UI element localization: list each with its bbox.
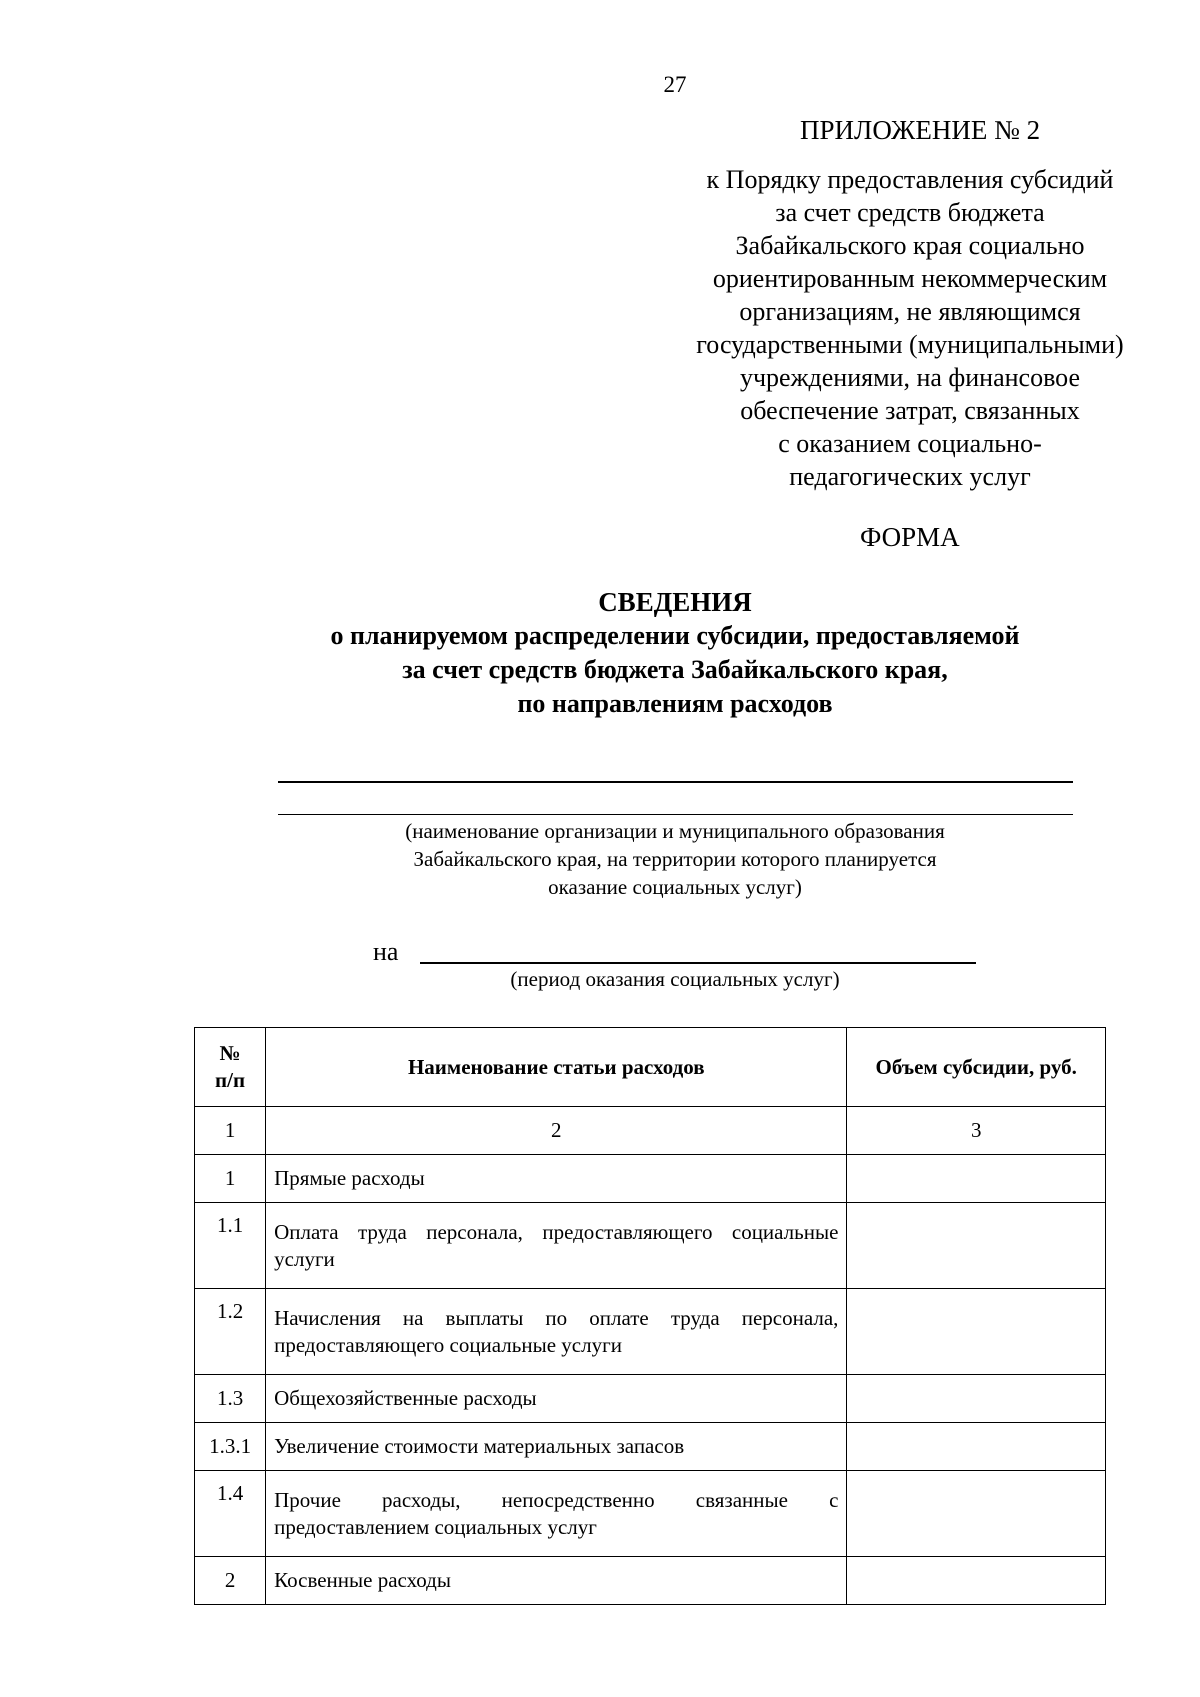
appendix-reference-line: государственными (муниципальными) (696, 330, 1124, 359)
header-num-line: п/п (215, 1068, 246, 1092)
row-name: Прочие расходы, непосредственно связанные с предоставлением социальных услуг (266, 1471, 847, 1557)
document-title (0, 585, 1200, 721)
column-index: 3 (847, 1107, 1106, 1155)
row-num: 1.3.1 (195, 1423, 266, 1471)
row-name: Прямые расходы (266, 1155, 847, 1203)
row-amount-cell[interactable] (847, 1289, 1106, 1375)
header-name: Наименование статьи расходов (266, 1028, 847, 1107)
appendix-reference-line: ориентированным некоммерческим (712, 264, 1108, 293)
row-name: Общехозяйственные расходы (266, 1375, 847, 1423)
table-header-row (195, 1028, 1106, 1107)
appendix-reference-line: организациям, не являющимся (739, 297, 1081, 326)
organization-fill-line-2[interactable] (278, 814, 1073, 815)
row-num: 2 (195, 1557, 266, 1605)
header-num (195, 1028, 266, 1107)
organization-caption-line: (наименование организации и муниципального образования (405, 819, 945, 843)
appendix-reference-line: с оказанием социально- (778, 429, 1042, 458)
appendix-reference-line: обеспечение затрат, связанных (740, 396, 1080, 425)
header-num-line: № (219, 1041, 241, 1065)
row-num: 1.1 (195, 1203, 266, 1289)
document-title-line: о планируемом распределении субсидии, предоставляемой (330, 621, 1020, 650)
appendix-reference-line: за счет средств бюджета (775, 198, 1045, 227)
column-index-row (195, 1107, 1106, 1155)
organization-fill-line[interactable] (278, 781, 1073, 783)
appendix-reference-line: к Порядку предоставления субсидий (706, 165, 1114, 194)
appendix-reference-line: Забайкальского края социально (735, 231, 1085, 260)
table-row (195, 1557, 1106, 1605)
column-index: 1 (195, 1107, 266, 1155)
organization-caption-line: оказание социальных услуг) (548, 875, 802, 899)
period-caption: (период оказания социальных услуг) (510, 967, 840, 991)
appendix-title: ПРИЛОЖЕНИЕ № 2 (800, 115, 1041, 145)
organization-caption (0, 817, 1200, 901)
table-row (195, 1289, 1106, 1375)
table-row (195, 1155, 1106, 1203)
table-row (195, 1375, 1106, 1423)
row-amount-cell[interactable] (847, 1423, 1106, 1471)
document-title-line: за счет средств бюджета Забайкальского края, (402, 655, 948, 684)
appendix-reference (650, 163, 1170, 493)
row-amount-cell[interactable] (847, 1471, 1106, 1557)
document-title-line: по направлениям расходов (517, 689, 833, 718)
row-amount-cell[interactable] (847, 1557, 1106, 1605)
column-index: 2 (266, 1107, 847, 1155)
row-name: Начисления на выплаты по оплате труда персонала, предоставляющего социальные услуги (266, 1289, 847, 1375)
form-label: ФОРМА (860, 522, 960, 552)
appendix-reference-line: педагогических услуг (789, 462, 1031, 491)
table-row (195, 1471, 1106, 1557)
page-number: 27 (663, 72, 687, 97)
document-title-main: СВЕДЕНИЯ (598, 587, 752, 617)
row-amount-cell[interactable] (847, 1155, 1106, 1203)
row-amount-cell[interactable] (847, 1375, 1106, 1423)
expenses-table (194, 1027, 1106, 1605)
period-prefix: на (373, 937, 399, 966)
organization-caption-line: Забайкальского края, на территории которого планируется (413, 847, 937, 871)
table-row (195, 1203, 1106, 1289)
header-amount: Объем субсидии, руб. (847, 1028, 1106, 1107)
period-fill-line[interactable] (420, 962, 976, 964)
row-num: 1.2 (195, 1289, 266, 1375)
row-num: 1 (195, 1155, 266, 1203)
row-num: 1.4 (195, 1471, 266, 1557)
appendix-reference-line: учреждениями, на финансовое (739, 363, 1081, 392)
row-name: Косвенные расходы (266, 1557, 847, 1605)
row-name: Оплата труда персонала, предоставляющего социальные услуги (266, 1203, 847, 1289)
row-amount-cell[interactable] (847, 1203, 1106, 1289)
row-name: Увеличение стоимости материальных запасов (266, 1423, 847, 1471)
table-row (195, 1423, 1106, 1471)
row-num: 1.3 (195, 1375, 266, 1423)
